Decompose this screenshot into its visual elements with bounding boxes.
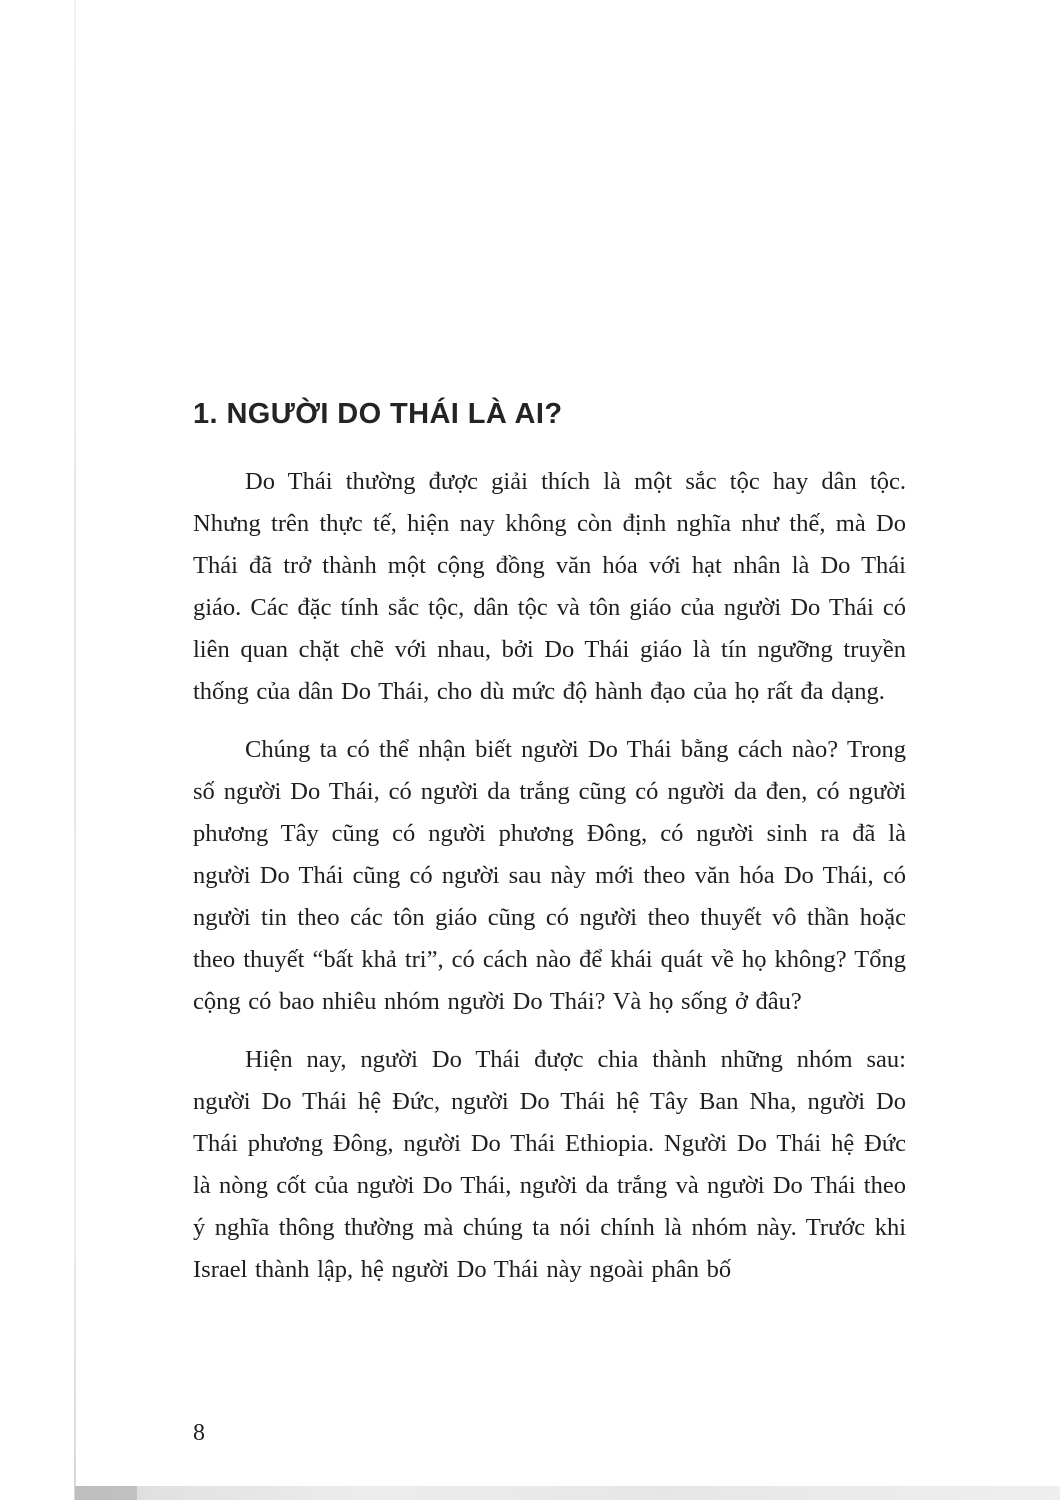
chapter-heading: 1. NGƯỜI DO THÁI LÀ AI?	[193, 398, 563, 430]
paragraph: Chúng ta có thể nhận biết người Do Thái bằng cách nào? Trong số người Do Thái, có người da trắng cũng có người da đen, có người phương Tây cũng có người phương Đông, có người sinh ra đã là người Do Thái cũng có người sau này mới theo văn hóa Do Thái, có người tin theo các tôn giáo cũng có người theo thuyết vô thần hoặc theo thuyết “bất khả tri”, có cách nào để khái quát về họ không? Tổng cộng có bao nhiêu nhóm người Do Thái? Và họ sống ở đâu?	[193, 736, 906, 1015]
paragraph: Hiện nay, người Do Thái được chia thành những nhóm sau: người Do Thái hệ Đức, người Do Thái hệ Tây Ban Nha, người Do Thái phương Đông, người Do Thái Ethiopia. Người Do Thái hệ Đức là nòng cốt của người Do Thái, người da trắng và người Do Thái theo ý nghĩa thông thường mà chúng ta nói chính là nhóm này. Trước khi Israel thành lập, hệ người Do Thái này ngoài phân bố	[193, 1046, 906, 1283]
scan-edge-left	[74, 0, 76, 1500]
page-number: 8	[193, 1420, 205, 1446]
scan-edge-bottom	[75, 1486, 1060, 1500]
scan-blotch	[75, 1486, 137, 1500]
paragraph: Do Thái thường được giải thích là một sắc tộc hay dân tộc. Nhưng trên thực tế, hiện nay không còn định nghĩa như thế, mà Do Thái đã trở thành một cộng đồng văn hóa với hạt nhân là Do Thái giáo. Các đặc tính sắc tộc, dân tộc và tôn giáo của người Do Thái có liên quan chặt chẽ với nhau, bởi Do Thái giáo là tín ngưỡng truyền thống của dân Do Thái, cho dù mức độ hành đạo của họ rất đa dạng.	[193, 468, 906, 705]
page-content	[193, 398, 906, 1307]
